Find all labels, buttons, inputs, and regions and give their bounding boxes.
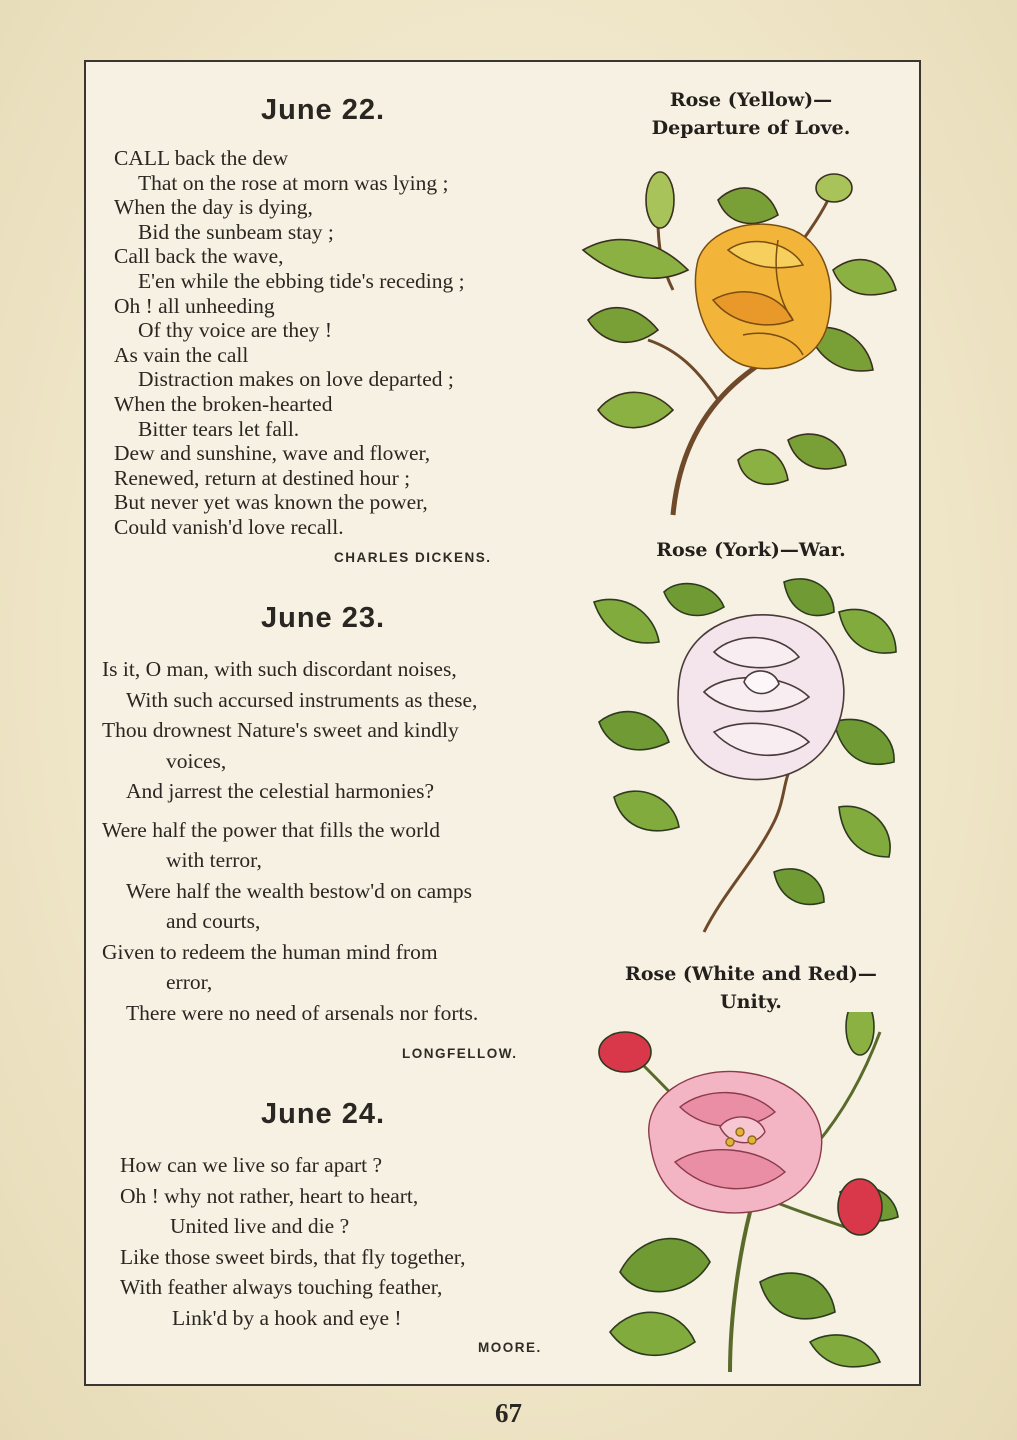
poem-line: Of thy voice are they ! [138, 318, 333, 343]
poem-line: Renewed, return at destined hour ; [114, 465, 411, 490]
caption-line: Rose (York)—War. [656, 539, 846, 561]
caption-line: Unity. [720, 991, 782, 1013]
poem-line: With feather always touching feather, [120, 1275, 443, 1299]
poem-line: When the broken-hearted [114, 391, 333, 416]
entry-date-june-23: June 23. [261, 602, 386, 634]
flower-caption-york-rose [596, 536, 906, 564]
poem-line: E'en while the ebbing tide's receding ; [138, 268, 465, 293]
poem-line: Could vanish'd love recall. [114, 514, 344, 539]
yellow-rose-illustration [578, 160, 898, 522]
poem-june-24 [120, 1150, 465, 1333]
poem-line: With such accursed instruments as these, [126, 687, 478, 712]
poem-june-22 [114, 146, 465, 540]
caption-line: Departure of Love. [651, 117, 851, 139]
poem-line: error, [166, 970, 213, 994]
poem-line: Like those sweet birds, that fly together, [120, 1244, 466, 1269]
poem-line: Link'd by a hook and eye ! [172, 1305, 402, 1330]
poem-line: Were half the power that fills the world [102, 817, 440, 842]
caption-line: Rose (Yellow)— [669, 89, 833, 111]
poem-line: That on the rose at morn was lying ; [138, 170, 449, 195]
poem-line: When the day is dying, [114, 195, 313, 220]
poem-line: Thou drownest Nature's sweet and kindly [102, 718, 459, 742]
page-frame [84, 60, 921, 1386]
poem-line: There were no need of arsenals nor forts. [126, 1000, 479, 1025]
poem-line: Oh ! all unheeding [114, 293, 275, 318]
poem-line: Were half the wealth bestow'd on camps [126, 878, 473, 903]
poem-line: Dew and sunshine, wave and flower, [114, 441, 431, 466]
white-red-rose-illustration [580, 1012, 906, 1382]
entry-date-june-22: June 22. [261, 94, 386, 126]
page-number: 67 [495, 1398, 522, 1428]
york-rose-illustration [584, 572, 904, 944]
poem-line: How can we live so far apart ? [120, 1153, 383, 1177]
poem-june-23 [102, 654, 478, 1028]
flower-caption-white-red-rose [596, 960, 906, 1016]
poem-line: As vain the call [114, 342, 249, 367]
poem-line: Oh ! why not rather, heart to heart, [120, 1183, 419, 1208]
poem-line: with terror, [166, 848, 262, 872]
poem-line: Bitter tears let fall. [138, 416, 300, 441]
poem-line: and courts, [166, 909, 261, 933]
poem-line: Is it, O man, with such discordant noises, [102, 657, 457, 681]
poem-line: Distraction makes on love departed ; [138, 367, 454, 392]
author-longfellow: LONGFELLOW. [402, 1046, 518, 1061]
author-dickens: CHARLES DICKENS. [334, 550, 492, 565]
poem-line: voices, [166, 748, 227, 773]
poem-line: United live and die ? [170, 1214, 350, 1238]
flower-caption-yellow-rose [596, 86, 906, 142]
poem-line: But never yet was known the power, [114, 490, 428, 515]
poem-line: Given to redeem the human mind from [102, 939, 438, 964]
author-moore: MOORE. [478, 1340, 542, 1355]
poem-line: CALL back the dew [114, 146, 289, 170]
poem-line: And jarrest the celestial harmonies? [126, 779, 435, 803]
poem-line: Bid the sunbeam stay ; [138, 219, 334, 244]
caption-line: Rose (White and Red)— [625, 963, 877, 985]
entry-date-june-24: June 24. [261, 1098, 386, 1130]
poem-line: Call back the wave, [114, 244, 284, 269]
